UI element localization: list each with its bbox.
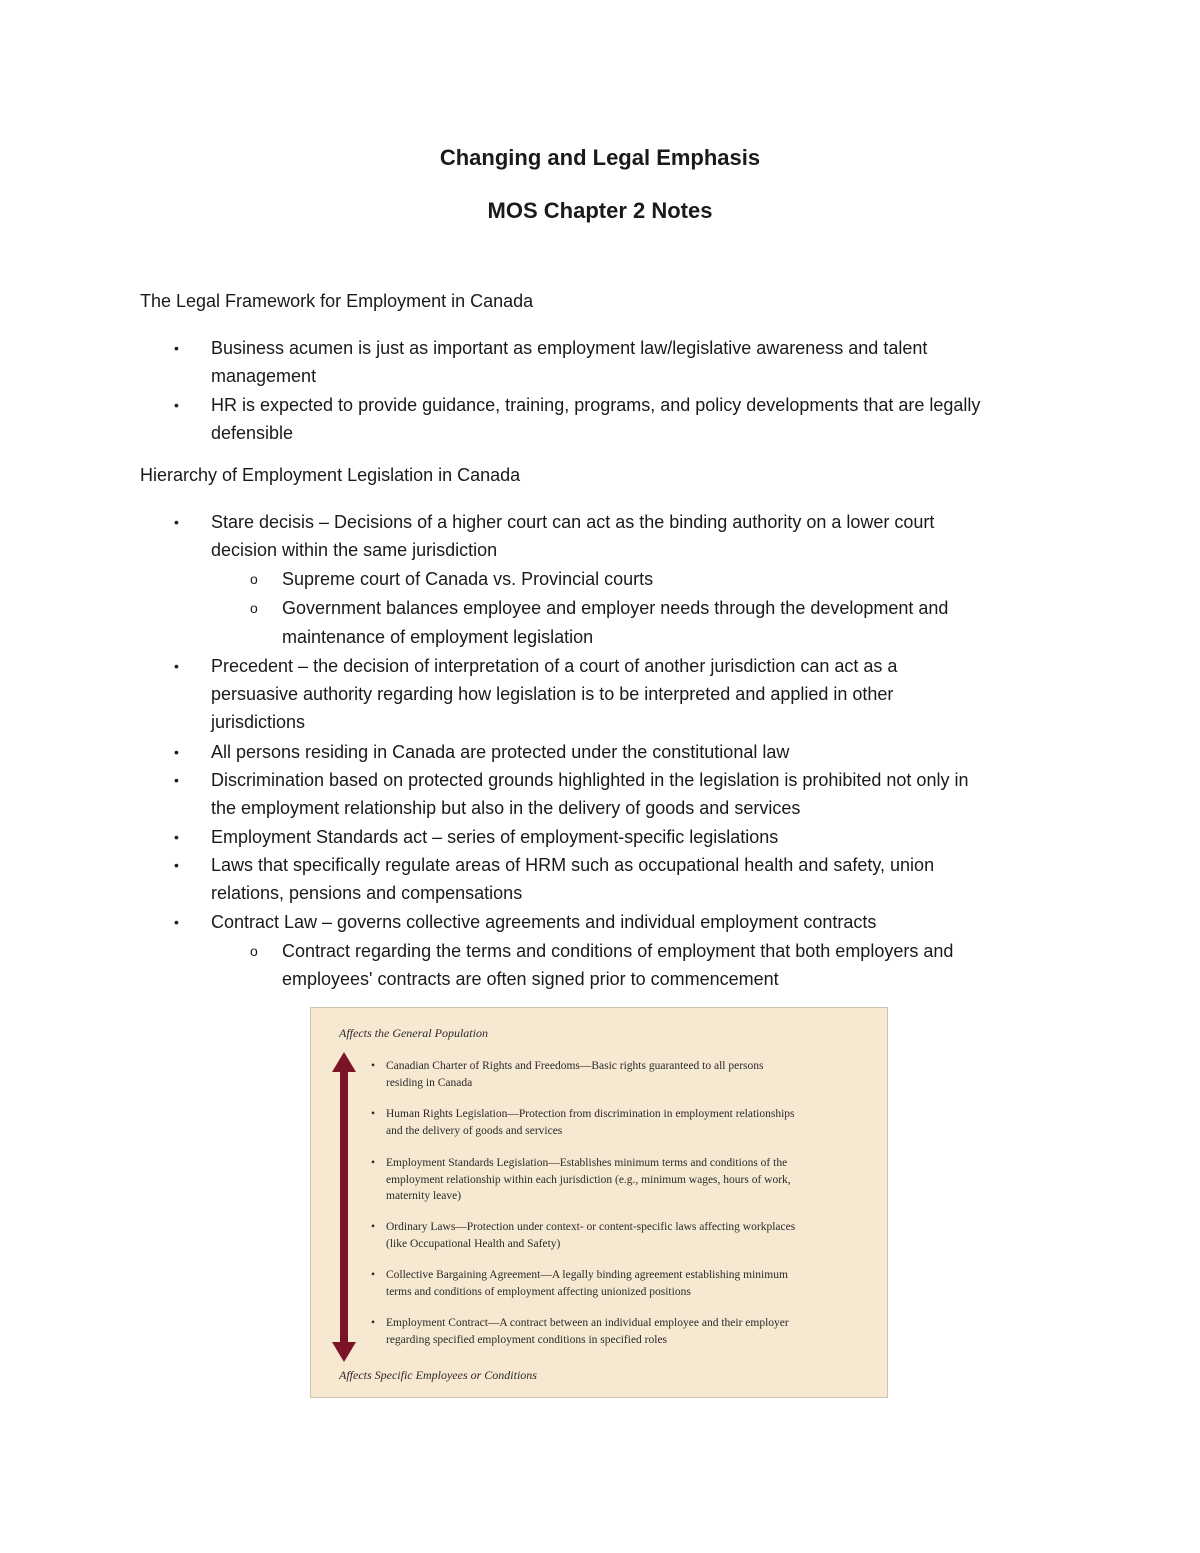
- bullet-icon: •: [174, 744, 179, 760]
- figure-item: [371, 1219, 871, 1252]
- figure-item-line: (like Occupational Health and Safety): [386, 1237, 561, 1250]
- figure-item-line: Human Rights Legislation—Protection from discrimination in employment relationships: [386, 1108, 795, 1120]
- figure-item-line: maternity leave): [386, 1190, 462, 1202]
- figure-bottom-label: Affects Specific Employees or Conditions: [339, 1368, 537, 1382]
- figure-item-line: Canadian Charter of Rights and Freedoms—Basic rights guaranteed to all persons: [386, 1060, 764, 1072]
- figure-item-line: residing in Canada: [386, 1076, 473, 1089]
- bullet-icon: •: [371, 1221, 376, 1233]
- figure-item-line: Ordinary Laws—Protection under context- or content-specific laws affecting workplaces: [386, 1221, 796, 1233]
- figure-item: [371, 1315, 871, 1348]
- list-item-line: Laws that specifically regulate areas of HRM such as occupational health and safety, union: [211, 855, 935, 875]
- section-heading-hierarchy: Hierarchy of Employment Legislation in Canada: [140, 465, 521, 485]
- bullet-icon: •: [174, 658, 179, 674]
- sub-list-item-line: employees' contracts are often signed prior to commencement: [282, 969, 779, 989]
- sub-list-item-line: Government balances employee and employer needs through the development and: [282, 598, 949, 618]
- page-subtitle: MOS Chapter 2 Notes: [487, 198, 713, 223]
- figure-item-line: Employment Standards Legislation—Establishes minimum terms and conditions of the: [386, 1157, 788, 1169]
- section-heading-legal-framework: The Legal Framework for Employment in Canada: [140, 291, 534, 311]
- list-item-line: All persons residing in Canada are protected under the constitutional law: [211, 742, 790, 762]
- figure-item-line: Collective Bargaining Agreement—A legally binding agreement establishing minimum: [386, 1269, 788, 1281]
- list-item-line: decision within the same jurisdiction: [211, 540, 498, 560]
- list-item-line: jurisdictions: [211, 712, 306, 732]
- list-item-line: Stare decisis – Decisions of a higher court can act as the binding authority on a lower court: [211, 512, 935, 532]
- page-title: Changing and Legal Emphasis: [439, 145, 761, 170]
- figure-top-label: Affects the General Population: [339, 1026, 488, 1040]
- sub-list-item-line: Supreme court of Canada vs. Provincial courts: [282, 569, 654, 589]
- figure-item-line: and the delivery of goods and services: [386, 1124, 563, 1137]
- double-arrow-icon: [329, 1052, 359, 1362]
- arrow-down-head: [332, 1342, 356, 1362]
- list-item-line: management: [211, 366, 317, 386]
- bullet-icon: •: [174, 772, 179, 788]
- sub-bullet-icon: o: [250, 943, 258, 959]
- figure-item-line: terms and conditions of employment affecting unionized positions: [386, 1285, 691, 1298]
- list-item-line: Business acumen is just as important as employment law/legislative awareness and talent: [211, 338, 928, 358]
- figure-item-line: Employment Contract—A contract between an individual employee and their employer: [386, 1317, 789, 1329]
- bullet-icon: •: [371, 1060, 376, 1072]
- figure-item-line: regarding specified employment conditions in specified roles: [386, 1333, 668, 1346]
- list-item-line: HR is expected to provide guidance, training, programs, and policy developments that are legally: [211, 395, 981, 415]
- figure-item: [371, 1267, 871, 1300]
- bullet-icon: •: [371, 1269, 376, 1281]
- list-item-line: Discrimination based on protected grounds highlighted in the legislation is prohibited not only in: [211, 770, 969, 790]
- list-item-line: the employment relationship but also in the delivery of goods and services: [211, 798, 801, 818]
- sub-list-item-line: maintenance of employment legislation: [282, 627, 594, 647]
- sub-bullet-icon: o: [250, 600, 258, 616]
- list-item-line: defensible: [211, 423, 294, 443]
- list-item-line: Precedent – the decision of interpretation of a court of another jurisdiction can act as a: [211, 656, 898, 676]
- list-item-line: persuasive authority regarding how legislation is to be interpreted and applied in other: [211, 684, 894, 704]
- bullet-icon: •: [371, 1108, 376, 1120]
- arrow-up-head: [332, 1052, 356, 1072]
- bullet-icon: •: [174, 829, 179, 845]
- sub-list-item-line: Contract regarding the terms and conditions of employment that both employers and: [282, 941, 954, 961]
- bullet-icon: •: [174, 340, 179, 356]
- list-item-line: Contract Law – governs collective agreements and individual employment contracts: [211, 912, 877, 932]
- figure-item: [371, 1155, 871, 1205]
- figure-item: [371, 1058, 871, 1091]
- bullet-icon: •: [174, 397, 179, 413]
- figure-item: [371, 1106, 871, 1139]
- figure-item-line: employment relationship within each jurisdiction (e.g., minimum wages, hours of work,: [386, 1173, 791, 1186]
- bullet-icon: •: [174, 514, 179, 530]
- list-item-line: relations, pensions and compensations: [211, 883, 523, 903]
- bullet-icon: •: [371, 1317, 376, 1329]
- bullet-icon: •: [174, 914, 179, 930]
- sub-bullet-icon: o: [250, 571, 258, 587]
- bullet-icon: •: [371, 1157, 376, 1169]
- bullet-icon: •: [174, 857, 179, 873]
- list-item-line: Employment Standards act – series of employment-specific legislations: [211, 827, 779, 847]
- legislation-hierarchy-figure: [310, 1007, 888, 1398]
- arrow-shaft: [340, 1070, 348, 1344]
